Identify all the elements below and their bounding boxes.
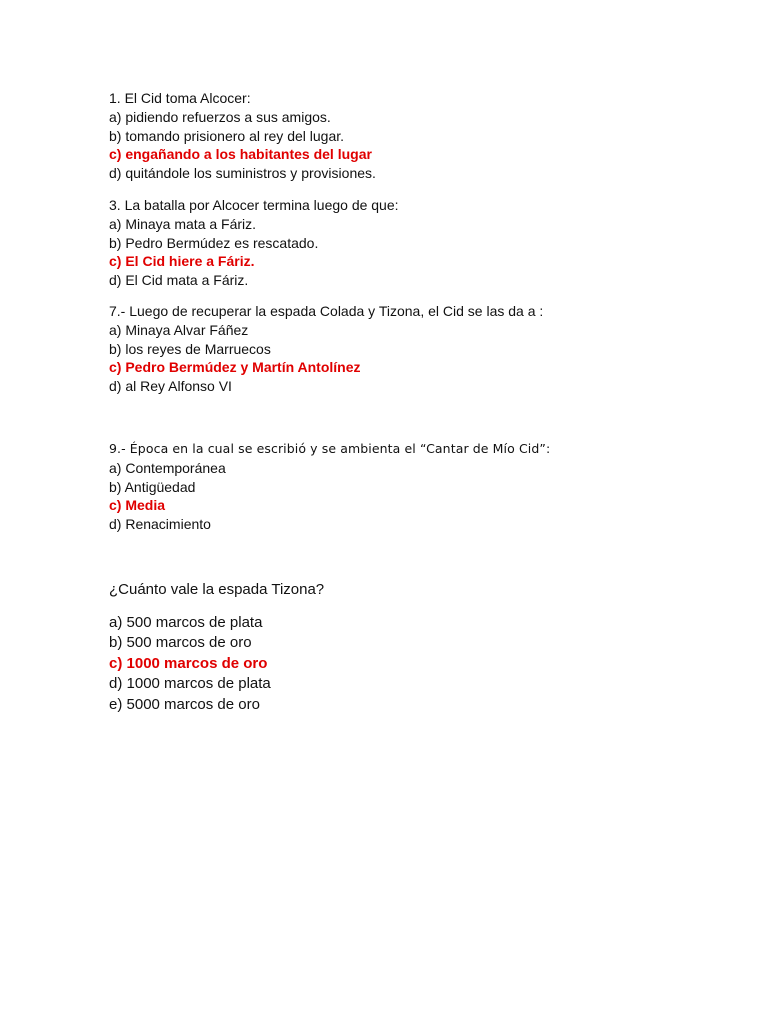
question-block-9 — [109, 440, 729, 534]
question-tizona-option-b: b) 500 marcos de oro — [109, 634, 252, 652]
question-3-option-d: d) El Cid mata a Fáriz. — [109, 272, 249, 289]
question-3-option-a: a) Minaya mata a Fáriz. — [109, 215, 257, 232]
question-tizona-options — [109, 613, 729, 715]
question-block-7 — [109, 302, 729, 396]
question-9-option-a: a) Contemporánea — [109, 459, 226, 476]
question-7-option-b: b) los reyes de Marruecos — [109, 340, 271, 357]
question-tizona-option-d: d) 1000 marcos de plata — [109, 675, 271, 693]
question-9-option-b: b) Antigüedad — [109, 478, 196, 495]
question-7-option-c-correct: c) Pedro Bermúdez y Martín Antolínez — [109, 359, 361, 376]
question-1-option-d: d) quitándole los suministros y provisiones. — [109, 165, 376, 182]
question-tizona-option-a: a) 500 marcos de plata — [109, 614, 263, 631]
question-1-prompt: 1. El Cid toma Alcocer: — [109, 90, 251, 106]
question-7-option-a: a) Minaya Alvar Fáñez — [109, 321, 249, 338]
question-tizona-option-e: e) 5000 marcos de oro — [109, 695, 260, 713]
question-block-tizona — [109, 580, 729, 600]
question-1-option-a: a) pidiendo refuerzos a sus amigos. — [109, 108, 331, 125]
question-7-option-d: d) al Rey Alfonso VI — [109, 378, 232, 395]
question-9-prompt: 9.- Época en la cual se escribió y se ambienta el “Cantar de Mío Cid”: — [109, 441, 551, 456]
question-3-option-b: b) Pedro Bermúdez es rescatado. — [109, 234, 319, 251]
question-3-option-c-correct: c) El Cid hiere a Fáriz. — [109, 253, 255, 270]
question-1-option-b: b) tomando prisionero al rey del lugar. — [109, 127, 345, 144]
question-1-option-c-correct: c) engañando a los habitantes del lugar — [109, 146, 372, 163]
question-tizona-option-c-correct: c) 1000 marcos de oro — [109, 654, 268, 672]
question-7-prompt: 7.- Luego de recuperar la espada Colada y Tizona, el Cid se las da a : — [109, 303, 544, 319]
question-9-option-d: d) Renacimiento — [109, 516, 211, 533]
question-3-prompt: 3. La batalla por Alcocer termina luego de que: — [109, 197, 399, 213]
question-block-1 — [109, 89, 729, 183]
question-tizona-prompt: ¿Cuánto vale la espada Tizona? — [109, 581, 325, 598]
question-block-3 — [109, 196, 729, 290]
question-9-option-c-correct: c) Media — [109, 497, 166, 514]
